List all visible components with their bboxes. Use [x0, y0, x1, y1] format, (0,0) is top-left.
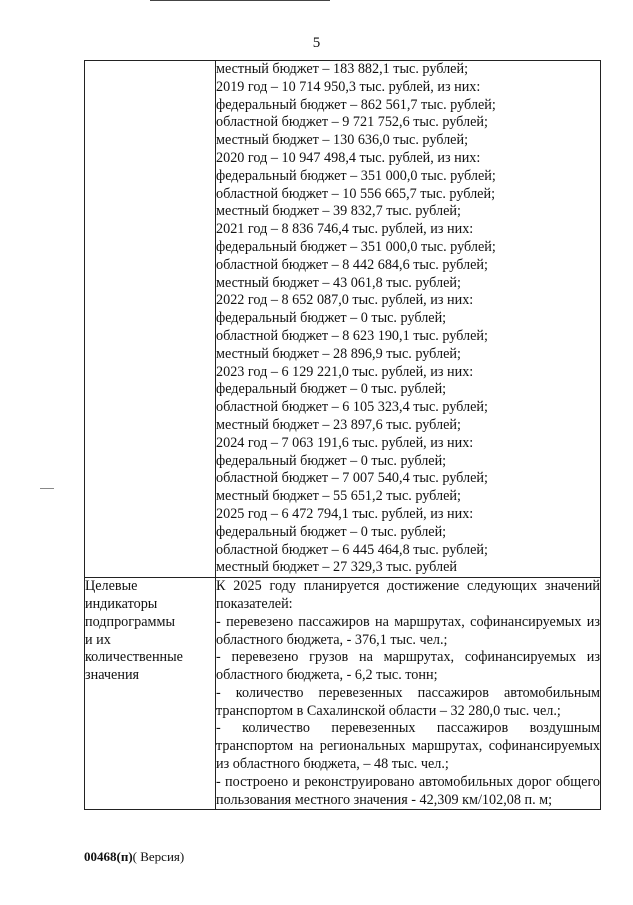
table-row-financing — [85, 61, 601, 578]
budget-line: 2024 год – 7 063 191,6 тыс. рублей, из них: — [216, 434, 474, 451]
indicators-label-line: значения — [85, 667, 140, 684]
budget-line: федеральный бюджет – 0 тыс. рублей; — [216, 452, 447, 469]
indicators-label-cell — [85, 578, 216, 810]
budget-line: 2019 год – 10 714 950,3 тыс. рублей, из них: — [216, 78, 481, 95]
budget-line: федеральный бюджет – 0 тыс. рублей; — [216, 310, 447, 327]
budget-line: 2022 год – 8 652 087,0 тыс. рублей, из них: — [216, 292, 474, 309]
financing-label-cell — [85, 61, 216, 578]
financing-cell — [216, 61, 601, 578]
budget-line: федеральный бюджет – 0 тыс. рублей; — [216, 523, 447, 540]
budget-line: 2020 год – 10 947 498,4 тыс. рублей, из них: — [216, 149, 481, 166]
indicators-label-line: количественные — [85, 649, 183, 666]
document-version: ( Версия) — [132, 849, 185, 864]
footer — [84, 849, 184, 865]
budget-line: областной бюджет – 8 442 684,6 тыс. рублей; — [216, 256, 488, 273]
budget-line: федеральный бюджет – 351 000,0 тыс. рублей; — [216, 238, 496, 255]
budget-line: местный бюджет – 27 329,3 тыс. рублей — [216, 559, 457, 576]
table-row-indicators — [85, 578, 601, 810]
budget-line: областной бюджет – 7 007 540,4 тыс. рублей; — [216, 470, 488, 487]
budget-line: областной бюджет – 6 445 464,8 тыс. рублей; — [216, 541, 488, 558]
budget-line: местный бюджет – 55 651,2 тыс. рублей; — [216, 488, 461, 505]
indicator-item: - количество перевезенных пассажиров автомобильным транспортом в Сахалинской области – 32 280,0 тыс. чел.; — [216, 684, 600, 719]
program-passport-table — [84, 60, 601, 810]
indicators-cell — [216, 578, 601, 810]
indicators-label-line: индикаторы — [85, 595, 158, 612]
budget-line: федеральный бюджет – 0 тыс. рублей; — [216, 381, 447, 398]
budget-line: местный бюджет – 183 882,1 тыс. рублей; — [216, 61, 469, 77]
indicator-item: - перевезено пассажиров на маршрутах, софинансируемых из областного бюджета, - 376,1 тыс. чел.; — [216, 613, 600, 648]
budget-line: федеральный бюджет – 862 561,7 тыс. рублей; — [216, 96, 496, 113]
budget-line: 2021 год – 8 836 746,4 тыс. рублей, из них: — [216, 221, 474, 238]
indicator-item: - построено и реконструировано автомобильных дорог общего пользования местного значения - 42,309 км/102,08 п. м; — [216, 773, 600, 808]
budget-line: местный бюджет – 43 061,8 тыс. рублей; — [216, 274, 461, 291]
budget-line: областной бюджет – 6 105 323,4 тыс. рублей; — [216, 399, 488, 416]
budget-line: 2025 год – 6 472 794,1 тыс. рублей, из них: — [216, 505, 474, 522]
budget-line: областной бюджет – 10 556 665,7 тыс. рублей; — [216, 185, 496, 202]
document-code: 00468(п) — [84, 849, 133, 864]
budget-line: федеральный бюджет – 351 000,0 тыс. рублей; — [216, 167, 496, 184]
budget-line: местный бюджет – 130 636,0 тыс. рублей; — [216, 132, 469, 149]
budget-line: областной бюджет – 9 721 752,6 тыс. рублей; — [216, 114, 488, 131]
budget-line: областной бюджет – 8 623 190,1 тыс. рублей; — [216, 327, 488, 344]
indicator-item: - перевезено грузов на маршрутах, софинансируемых из областного бюджета, - 6,2 тыс. тонн; — [216, 649, 600, 684]
page-number: 5 — [312, 35, 321, 51]
budget-line: местный бюджет – 39 832,7 тыс. рублей; — [216, 203, 461, 220]
margin-mark — [40, 488, 54, 489]
indicators-label-line: Целевые — [85, 578, 138, 595]
indicator-item: - количество перевезенных пассажиров воздушным транспортом на региональных маршрутах, софинансируемых из областного бюджета, – 48 тыс. чел.; — [216, 720, 600, 773]
indicators-label-line: подпрограммы — [85, 613, 175, 630]
budget-line: местный бюджет – 28 896,9 тыс. рублей; — [216, 345, 461, 362]
indicators-intro: К 2025 году планируется достижение следующих значений показателей: — [216, 578, 600, 612]
top-edge-line — [150, 0, 330, 1]
budget-line: 2023 год – 6 129 221,0 тыс. рублей, из них: — [216, 363, 474, 380]
budget-line: местный бюджет – 23 897,6 тыс. рублей; — [216, 416, 461, 433]
indicators-label-line: и их — [85, 631, 111, 648]
